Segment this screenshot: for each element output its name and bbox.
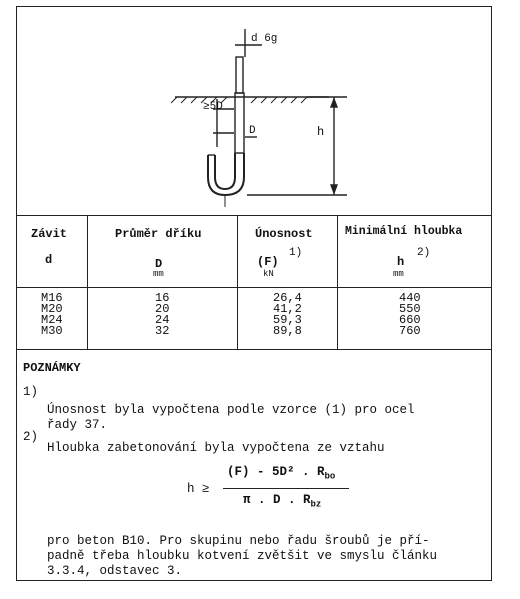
notes-title: POZNÁMKY bbox=[23, 361, 81, 375]
note-1-line-1: Únosnost byla vypočtena podle vzorce (1) pro ocel bbox=[47, 403, 415, 417]
note-2-tail-3: 3.3.4, odstavec 3. bbox=[47, 564, 183, 578]
capacity-values: 26,4 41,2 59,3 89,8 bbox=[273, 291, 302, 338]
col-divider-2 bbox=[237, 215, 238, 349]
thread-label: d 6g bbox=[251, 33, 278, 45]
header-depth-note: 2) bbox=[417, 247, 431, 259]
header-depth: Minimální hloubka bbox=[345, 225, 463, 238]
diameter-values: 16 20 24 32 bbox=[155, 291, 170, 338]
depth-values: 440 550 660 760 bbox=[399, 291, 421, 338]
h-label: h bbox=[317, 125, 325, 139]
d-label: D bbox=[249, 125, 256, 137]
thread-values: M16 M20 M24 M30 bbox=[41, 291, 63, 338]
surface-hatching bbox=[171, 97, 307, 103]
document-page bbox=[16, 6, 492, 581]
table-header-rule bbox=[17, 287, 491, 288]
bolt-hook bbox=[215, 153, 235, 189]
h-arrow-bottom bbox=[331, 185, 337, 193]
header-thread-symbol: d bbox=[45, 253, 53, 267]
header-diameter: Průměr dříku bbox=[115, 227, 202, 241]
header-capacity-note: 1) bbox=[289, 247, 303, 259]
table-top-rule bbox=[17, 215, 491, 216]
header-capacity: Únosnost bbox=[255, 227, 313, 241]
note-2-tail-2: padně třeba hloubku kotvení zvětšit ve smyslu článku bbox=[47, 549, 438, 563]
formula-lhs: h ≥ bbox=[187, 482, 210, 496]
header-thread: Závit bbox=[31, 227, 68, 241]
note-1-line-2: řady 37. bbox=[47, 418, 108, 432]
header-depth-symbol: h bbox=[397, 255, 405, 269]
header-diameter-unit: mm bbox=[153, 269, 164, 279]
formula-denominator: π . D . $R_{bz}$ bbox=[243, 493, 322, 510]
note-1-marker: 1) bbox=[23, 385, 39, 399]
header-capacity-symbol: (F) bbox=[257, 255, 279, 269]
formula-numerator: (F) - 5D² . $R_{bo}$ bbox=[227, 465, 336, 482]
h-arrow-top bbox=[331, 99, 337, 107]
header-capacity-unit: kN bbox=[263, 269, 274, 279]
note-2-marker: 2) bbox=[23, 430, 39, 444]
col-divider-3 bbox=[337, 215, 338, 349]
formula-fraction-bar bbox=[223, 488, 349, 489]
col-divider-1 bbox=[87, 215, 88, 349]
five-d-label: ≥5D bbox=[203, 101, 223, 113]
bolt-thread bbox=[236, 57, 243, 93]
header-depth-unit: mm bbox=[393, 269, 404, 279]
note-2-tail-1: pro beton B10. Pro skupinu nebo řadu šroubů je pří- bbox=[47, 534, 430, 548]
table-bottom-rule bbox=[17, 349, 491, 350]
bolt-shank bbox=[235, 93, 244, 153]
header-diameter-symbol: D bbox=[155, 257, 163, 271]
note-2-line-1: Hloubka zabetonování byla vypočtena ze vztahu bbox=[47, 441, 385, 455]
